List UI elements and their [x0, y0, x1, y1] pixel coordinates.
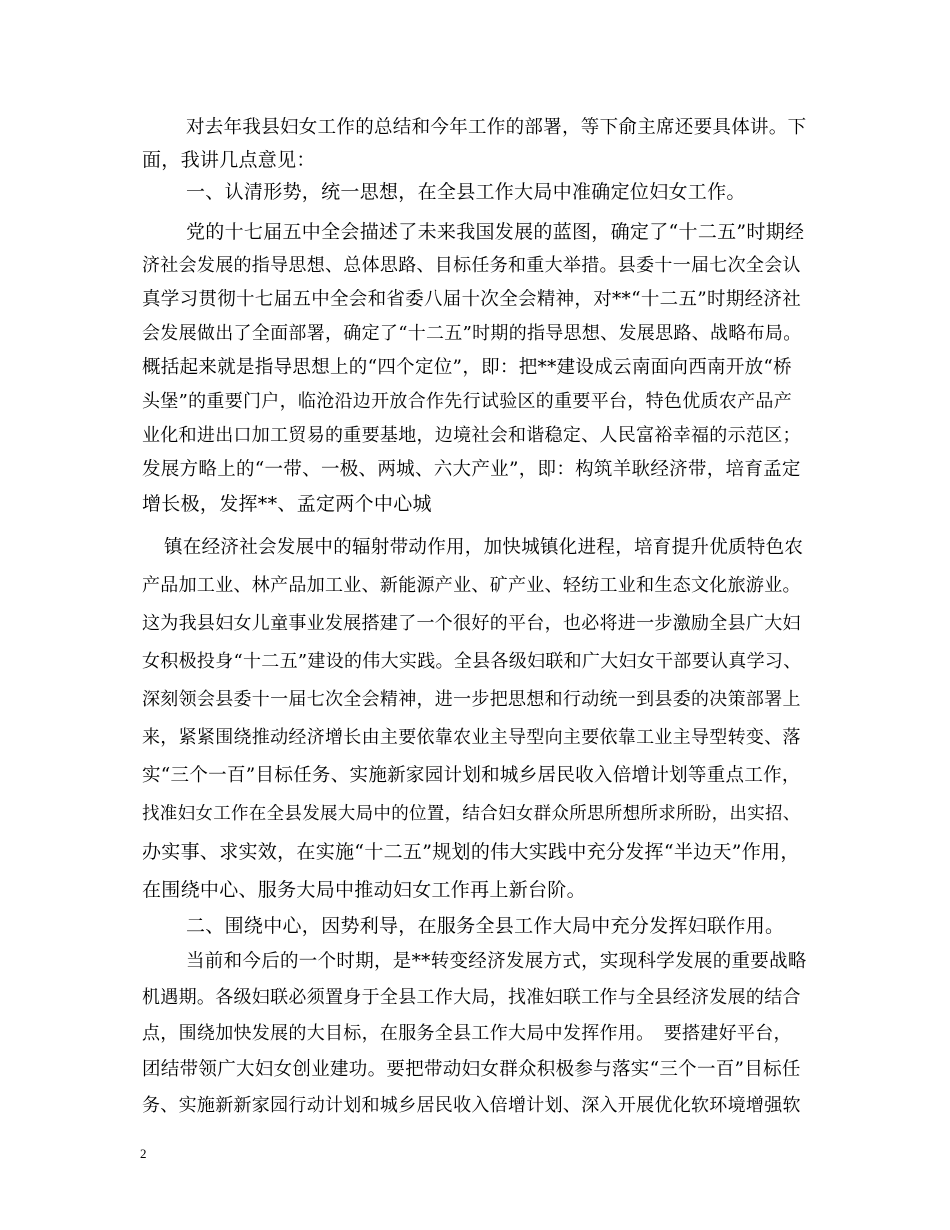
text-line: 找准妇女工作在全县发展大局中的位置，结合妇女群众所思所想所求所盼，出实招、: [142, 804, 801, 824]
text-line: 产品加工业、林产品加工业、新能源产业、矿产业、轻纺工业和生态文化旅游业。: [142, 575, 801, 596]
text-line: 对去年我县妇女工作的总结和今年工作的部署，等下俞主席还要具体讲。下: [186, 117, 807, 138]
text-line: 真学习贯彻十七届五中全会和省委八届十次全会精神，对**“十二五”时期经济社: [142, 289, 802, 310]
text-line: 党的十七届五中全会描述了未来我国发展的蓝图，确定了“十二五”时期经: [186, 221, 805, 243]
text-line: 团结带领广大妇女创业建功。要把带动妇女群众积极参与落实“三个一百”目标任: [142, 1059, 801, 1080]
text-line: 点，围绕加快发展的大目标，在服务全县工作大局中发挥作用。 要搭建好平台，: [142, 1023, 792, 1044]
section-heading: 一、认清形势，统一思想，在全县工作大局中准确定位妇女工作。: [186, 181, 746, 203]
text-line: 女积极投身“十二五”建设的伟大实践。全县各级妇联和广大妇女干部要认真学习、: [142, 651, 802, 672]
text-line: 在围绕中心、服务大局中推动妇女工作再上新台阶。: [142, 879, 586, 901]
text-line: 面，我讲几点意见：: [142, 149, 316, 171]
text-line: 概括起来就是指导思想上的“四个定位”，即：把**建设成云南面向西南开放“桥: [142, 357, 792, 378]
text-line: 发展方略上的“一带、一极、两城、六大产业”，即：构筑羊耿经济带，培育孟定: [142, 459, 801, 480]
text-line: 机遇期。各级妇联必须置身于全县工作大局，找准妇联工作与全县经济发展的结合: [142, 987, 801, 1008]
text-line: 办实事、求实效，在实施“十二五”规划的伟大实践中充分发挥“半边天”作用，: [142, 841, 800, 863]
text-line: 这为我县妇女儿童事业发展搭建了一个很好的平台，也必将进一步激励全县广大妇: [142, 613, 801, 634]
text-line: 镇在经济社会发展中的辐射带动作用，加快城镇化进程，培育提升优质特色农: [164, 537, 804, 558]
text-line: 增长极，发挥**、孟定两个中心城: [142, 493, 432, 515]
text-line: 务、实施新新家园行动计划和城乡居民收入倍增计划、深入开展优化软环境增强软: [142, 1095, 801, 1116]
text-line: 济社会发展的指导思想、总体思路、目标任务和重大举措。县委十一届七次全会认: [142, 255, 801, 276]
text-line: 深刻领会县委十一届七次全会精神，进一步把思想和行动统一到县委的决策部署上: [142, 689, 801, 710]
text-line: 当前和今后的一个时期，是**转变经济发展方式，实现科学发展的重要战略: [186, 951, 807, 972]
text-line: 实“三个一百”目标任务、实施新家园计划和城乡居民收入倍增计划等重点工作，: [142, 765, 801, 786]
section-heading: 二、围绕中心，因势利导，在服务全县工作大局中充分发挥妇联作用。: [186, 915, 785, 937]
page-number: 2: [140, 1146, 147, 1161]
text-line: 业化和进出口加工贸易的重要基地，边境社会和谐稳定、人民富裕幸福的示范区；: [142, 425, 801, 446]
text-line: 头堡”的重要门户，临沧沿边开放合作先行试验区的重要平台，特色优质农产品产: [142, 391, 792, 412]
text-line: 会发展做出了全面部署，确定了“十二五”时期的指导思想、发展思路、战略布局。: [142, 323, 802, 344]
text-line: 来，紧紧围绕推动经济增长由主要依靠农业主导型向主要依靠工业主导型转变、落: [142, 727, 801, 748]
